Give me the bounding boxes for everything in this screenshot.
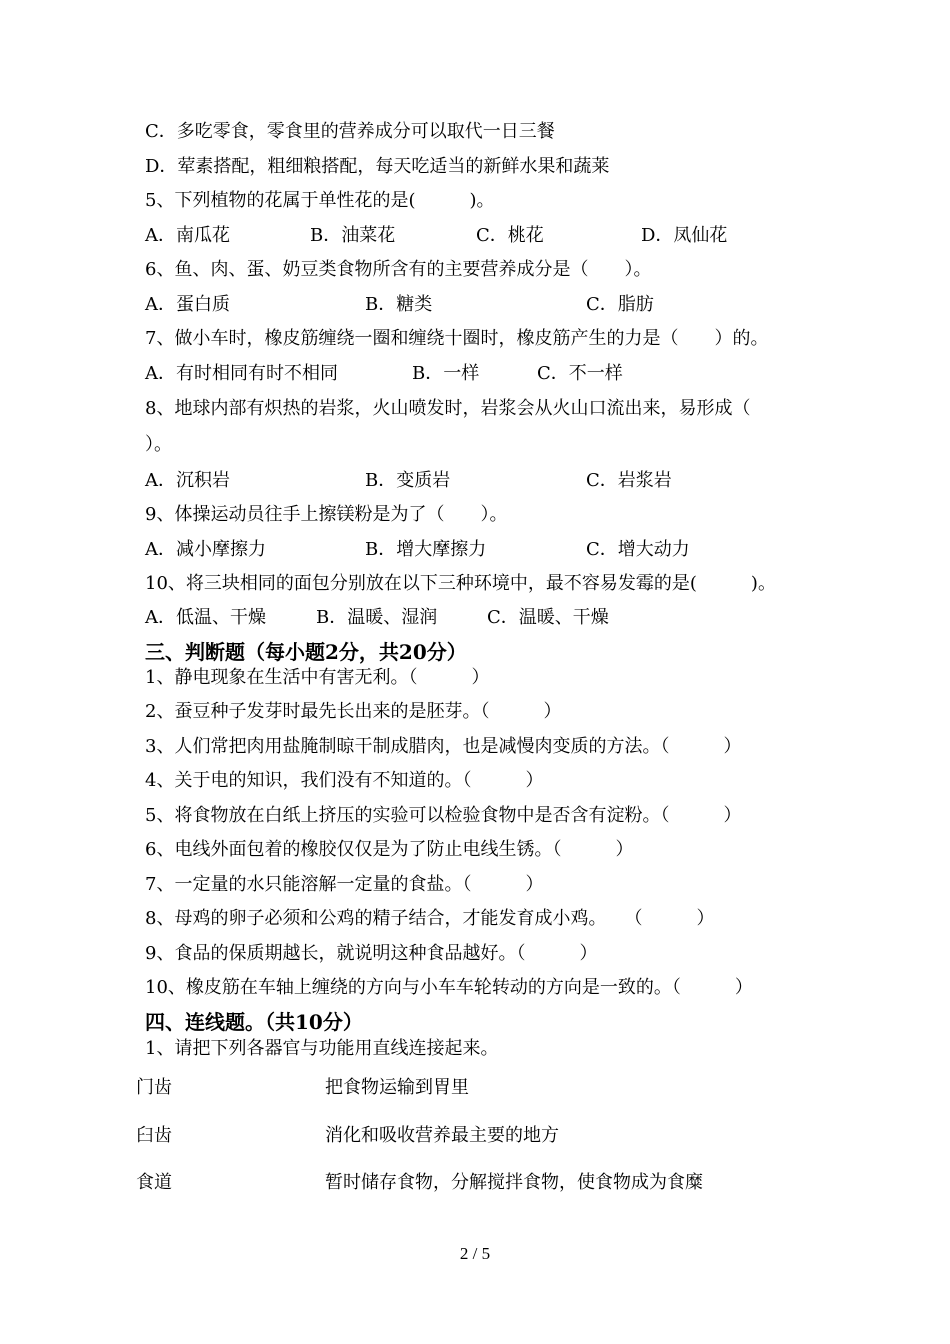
q4-option-d: D．荤素搭配，粗细粮搭配，每天吃适当的新鲜水果和蔬莱	[145, 156, 610, 177]
question-7: 7、做小车时，橡皮筋缠绕一圈和缠绕十圈时，橡皮筋产生的力是（ ）的。	[145, 328, 769, 349]
section-3-heading: 三、判断题（每小题2分，共20分）	[145, 640, 467, 664]
judge-item-3: 3、人们常把肉用盐腌制晾干制成腊肉，也是减慢肉变质的方法。（ ）	[145, 736, 742, 757]
judge-item-7: 7、一定量的水只能溶解一定量的食盐。（ ）	[145, 874, 544, 895]
question-8-line2: ）。	[145, 434, 172, 455]
matching-instruction: 1、请把下列各器官与功能用直线连接起来。	[145, 1038, 499, 1059]
question-5: 5、下列植物的花属于单性花的是( )。	[145, 190, 495, 211]
q5-option-c: C．桃花	[476, 225, 544, 246]
q7-option-c: C．不一样	[537, 363, 623, 384]
q5-option-b: B．油菜花	[310, 225, 396, 246]
judge-item-1: 1、静电现象在生活中有害无利。（ ）	[145, 667, 490, 688]
question-8-line1: 8、地球内部有炽热的岩浆，火山喷发时，岩浆会从火山口流出来，易形成（	[145, 398, 751, 419]
question-10: 10、将三块相同的面包分别放在以下三种环境中，最不容易发霉的是( )。	[145, 573, 776, 594]
organ-2: 臼齿	[136, 1125, 172, 1146]
organ-3: 食道	[136, 1172, 172, 1193]
judge-item-5: 5、将食物放在白纸上挤压的实验可以检验食物中是否含有淀粉。（ ）	[145, 805, 742, 826]
q5-option-a: A．南瓜花	[145, 225, 230, 246]
judge-item-10: 10、橡皮筋在车轴上缠绕的方向与小车车轮转动的方向是一致的。（ ）	[145, 977, 753, 998]
q9-option-a: A．减小摩擦力	[145, 539, 266, 560]
q10-option-b: B．温暖、湿润	[316, 607, 438, 628]
q8-option-a: A．沉积岩	[145, 470, 230, 491]
q5-option-d: D．凤仙花	[641, 225, 728, 246]
function-1: 把食物运输到胃里	[325, 1077, 469, 1098]
question-6: 6、鱼、肉、蛋、奶豆类食物所含有的主要营养成分是（ ）。	[145, 259, 652, 280]
function-3: 暂时储存食物，分解搅拌食物，使食物成为食糜	[325, 1172, 703, 1193]
q8-option-c: C．岩浆岩	[586, 470, 672, 491]
q7-option-b: B．一样	[412, 363, 480, 384]
organ-1: 门齿	[136, 1077, 172, 1098]
judge-item-9: 9、食品的保质期越长，就说明这种食品越好。（ ）	[145, 943, 598, 964]
q6-option-a: A．蛋白质	[145, 294, 230, 315]
function-2: 消化和吸收营养最主要的地方	[325, 1125, 559, 1146]
judge-item-2: 2、蚕豆种子发芽时最先长出来的是胚芽。（ ）	[145, 701, 562, 722]
question-9: 9、体操运动员往手上擦镁粉是为了（ ）。	[145, 504, 508, 525]
q4-option-c: C．多吃零食，零食里的营养成分可以取代一日三餐	[145, 121, 555, 142]
q8-option-b: B．变质岩	[365, 470, 451, 491]
q9-option-b: B．增大摩擦力	[365, 539, 487, 560]
q10-option-a: A．低温、干燥	[145, 607, 266, 628]
q7-option-a: A．有时相同有时不相同	[145, 363, 338, 384]
section-4-heading: 四、连线题。（共10分）	[145, 1010, 363, 1034]
q10-option-c: C．温暖、干燥	[487, 607, 609, 628]
q6-option-b: B．糖类	[365, 294, 433, 315]
judge-item-4: 4、关于电的知识，我们没有不知道的。（ ）	[145, 770, 544, 791]
judge-item-8: 8、母鸡的卵子必须和公鸡的精子结合，才能发育成小鸡。 （ ）	[145, 908, 715, 929]
judge-item-6: 6、电线外面包着的橡胶仅仅是为了防止电线生锈。（ ）	[145, 839, 634, 860]
q6-option-c: C．脂肪	[586, 294, 654, 315]
q9-option-c: C．增大动力	[586, 539, 690, 560]
page-number: 2 / 5	[459, 1244, 491, 1263]
